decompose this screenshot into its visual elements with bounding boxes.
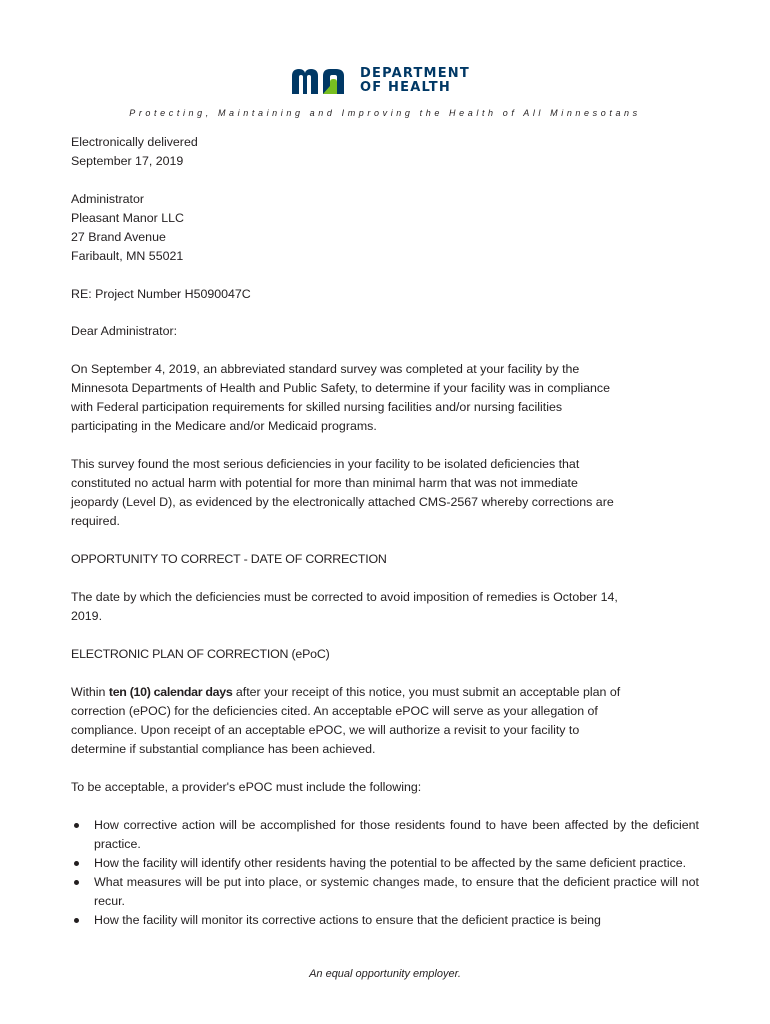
list-item-text: How the facility will identify other residents having the potential to be affected by the same deficient practice. [94,856,687,870]
paragraph-line: compliance. Upon receipt of an acceptable ePOC, we will authorize a revisit to your facility to [71,723,580,737]
letter-date: September 17, 2019 [71,154,184,168]
bullet-icon [74,880,79,885]
mn-logo-mark-icon [290,66,354,96]
requirements-list [71,816,699,930]
logo-line-of-health: OF HEALTH [360,80,451,95]
address-line: Pleasant Manor LLC [71,211,184,225]
paragraph-line: correction (ePOC) for the deficiencies cited. An acceptable ePOC will serve as your allegation of [71,704,598,718]
paragraph-line: with Federal participation requirements for skilled nursing facilities and/or nursing facilities [71,400,563,414]
paragraph-requirements-intro: To be acceptable, a provider's ePOC must include the following: [71,780,422,794]
delivery-block [71,133,699,171]
logo-line-department: DEPARTMENT [360,66,470,81]
paragraph-line: jeopardy (Level D), as evidenced by the electronically attached CMS-2567 whereby corrections are [71,495,614,509]
list-item [71,873,699,911]
bullet-icon [74,918,79,923]
delivery-method: Electronically delivered [71,135,198,149]
paragraph-line: This survey found the most serious deficiencies in your facility to be isolated deficiencies that [71,457,580,471]
list-item-text: How corrective action will be accomplished for those residents found to have been affected by the deficient practice. [94,818,699,851]
recipient-address [71,190,699,266]
bullet-icon [74,823,79,828]
paragraph-deficiencies [71,455,699,531]
salutation: Dear Administrator: [71,324,178,338]
list-item [71,854,699,873]
bullet-icon [74,861,79,866]
address-line: 27 Brand Avenue [71,230,166,244]
mn-health-logo [290,64,490,98]
heading-opportunity-to-correct: OPPORTUNITY TO CORRECT - DATE OF CORRECTION [71,552,387,566]
list-item-text: How the facility will monitor its corrective actions to ensure that the deficient practice is being [94,913,601,927]
paragraph-line-rest: after your receipt of this notice, you must submit an acceptable plan of [232,685,621,699]
list-item [71,911,699,930]
paragraph-line: constituted no actual harm with potential for more than minimal harm that was not immediate [71,476,578,490]
paragraph-line: determine if substantial compliance has been achieved. [71,742,376,756]
paragraph-prefix: Within [71,685,109,699]
paragraph-line: participating in the Medicare and/or Medicaid programs. [71,419,377,433]
list-item [71,816,699,854]
re-line: RE: Project Number H5090047C [71,287,251,301]
paragraph-line: On September 4, 2019, an abbreviated standard survey was completed at your facility by the [71,362,580,376]
paragraph-line: 2019. [71,609,103,623]
paragraph-epoc-deadline [71,683,699,759]
address-line: Faribault, MN 55021 [71,249,184,263]
list-item-text: What measures will be put into place, or systemic changes made, to ensure that the deficient practice will not recur. [94,875,699,908]
tagline: Protecting, Maintaining and Improving the Health of All Minnesotans [129,108,641,118]
paragraph-line [71,683,699,702]
deadline-emphasis: ten (10) calendar days [108,685,233,699]
address-line: Administrator [71,192,144,206]
paragraph-survey [71,360,699,436]
paragraph-line: The date by which the deficiencies must be corrected to avoid imposition of remedies is October 14, [71,590,618,604]
heading-epoc: ELECTRONIC PLAN OF CORRECTION (ePoC) [71,647,330,661]
footer-equal-opportunity: An equal opportunity employer. [309,968,461,980]
paragraph-correction-date [71,588,699,626]
paragraph-line: required. [71,514,120,528]
paragraph-line: Minnesota Departments of Health and Public Safety, to determine if your facility was in compliance [71,381,611,395]
